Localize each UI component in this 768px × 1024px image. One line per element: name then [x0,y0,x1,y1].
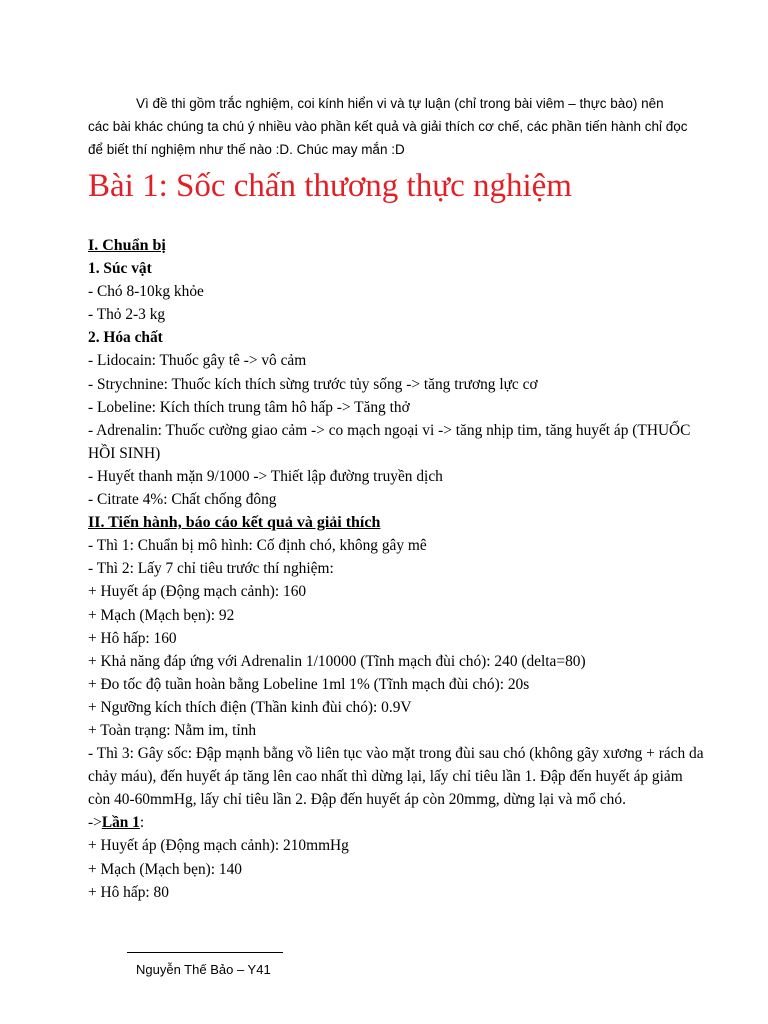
list-item: + Huyết áp (Động mạch cảnh): 160 [88,583,307,601]
lesson-title: Bài 1: Sốc chấn thương thực nghiệm [88,168,572,204]
list-item: - Citrate 4%: Chất chống đông [88,491,277,509]
list-item: + Huyết áp (Động mạch cảnh): 210mmHg [88,837,349,855]
list-item: - Lobeline: Kích thích trung tâm hô hấp -> Tăng thở [88,398,410,416]
list-item: - Strychnine: Thuốc kích thích sừng trước tủy sống -> tăng trương lực cơ [88,375,538,393]
lan1-label: Lần 1 [101,814,140,832]
list-item: - Chó 8-10kg khỏe [88,283,204,301]
list-item: - Thì 1: Chuẩn bị mô hình: Cố định chó, không gây mê [88,537,427,555]
subheading-chemicals: 2. Hóa chất [88,329,163,347]
list-item: - Lidocain: Thuốc gây tê -> vô cảm [88,352,307,370]
list-item: + Ngưỡng kích thích điện (Thần kinh đùi chó): 0.9V [88,698,412,716]
section-heading-preparation: I. Chuẩn bị [88,237,166,254]
footer-author: Nguyễn Thế Bảo – Y41 [136,962,271,977]
lan1-suffix: : [139,814,145,832]
list-item: + Hô hấp: 160 [88,629,177,647]
list-item: - Adrenalin: Thuốc cường giao cảm -> co mạch ngoại vi -> tăng nhịp tim, tăng huyết áp (THUỐC HỒI SINH) [88,421,691,462]
subheading-animals: 1. Súc vật [88,260,152,278]
list-item: + Đo tốc độ tuần hoàn bằng Lobeline 1ml 1% (Tĩnh mạch đùi chó): 20s [88,675,530,693]
list-item: + Toàn trạng: Nằm im, tỉnh [88,721,257,739]
list-item: - Thì 2: Lấy 7 chỉ tiêu trước thí nghiệm: [88,560,334,578]
list-item: + Khả năng đáp ứng với Adrenalin 1/10000 (Tĩnh mạch đùi chó): 240 (delta=80) [88,652,586,670]
list-item: + Hô hấp: 80 [88,883,169,901]
lan1-label-line [88,811,708,834]
list-item: - Huyết thanh mặn 9/1000 -> Thiết lập đường truyền dịch [88,467,443,485]
lesson-body [88,234,708,904]
list-item: - Thỏ 2-3 kg [88,306,166,324]
footer-divider [127,952,283,953]
list-item: + Mạch (Mạch bẹn): 140 [88,860,242,878]
list-item: + Mạch (Mạch bẹn): 92 [88,606,235,624]
shock-step-paragraph: - Thì 3: Gây sốc: Đập mạnh bằng vồ liên tục vào mặt trong đùi sau chó (không gãy xương + rách da chảy máu), đến huyết áp tăng lên cao nhất thì dừng lại, lấy chỉ tiêu lần 1. Đập đến huyết áp giảm còn 40-60mmHg, lấy chỉ tiêu lần 2. Đập đến huyết áp còn 20mmg, dừng lại và mổ chó. [88,745,704,809]
arrow-prefix: -> [88,814,102,832]
intro-paragraph: Vì đề thi gồm trắc nghiệm, coi kính hiển vi và tự luận (chỉ trong bài viêm – thực bào) nên các bài khác chúng ta chú ý nhiều vào phần kết quả và giải thích cơ chế, các phần tiến hành chỉ đọc để biết thí nghiệm như thế nào :D. Chúc may mắn :D [88,96,688,157]
section-heading-procedure: II. Tiến hành, báo cáo kết quả và giải thích [88,514,381,532]
